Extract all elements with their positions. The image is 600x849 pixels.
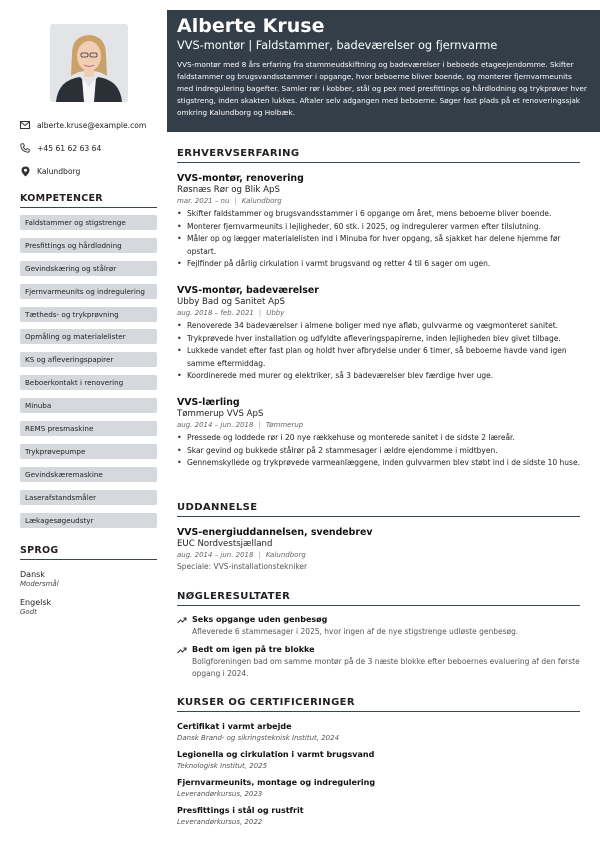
profile-photo-image [50,24,128,102]
trend-up-icon [177,615,187,625]
education-specialty: Speciale: VVS-installationstekniker [177,562,308,571]
phone-icon [20,143,30,153]
job-dates: aug. 2018 – feb. 2021 [177,309,254,317]
skill-chip: Opmåling og materialelister [20,329,157,344]
job-location: Ubby [266,309,285,317]
skill-chip: Gevindskæring og stålrør [20,261,157,276]
results-heading: NØGLERESULTATER [177,591,580,606]
education-location: Kalundborg [265,551,306,559]
job-bullet: • Trykprøvede hver installation og udfyldte afleveringspapirerne, inden lejligheden blev givet tilbage. [177,333,580,346]
job-dates: aug. 2014 – jun. 2018 [177,421,254,429]
skill-chip: REMS presmaskine [20,421,157,436]
language-item [20,570,157,588]
job-dates: mar. 2021 – nu [177,197,230,205]
language-name: Dansk [20,570,45,579]
candidate-name: Alberte Kruse [177,15,325,37]
job-bullet: • Koordinerede med murer og elektriker, så 3 badeværelser blev færdige hver uge. [177,370,580,383]
skill-chip: Trykprøvepumpe [20,444,157,459]
phone-text: +45 61 62 63 64 [37,143,102,153]
experience-heading: ERHVERVSERFARING [177,148,580,163]
result-title: Bedt om igen på tre blokke [192,645,315,654]
job-bullet: • Renoverede 34 badeværelser i almene boliger med nye afløb, gulvvarme og vægmonteret sanitet. [177,320,580,333]
job-bullet: • Monterer fjernvarmeunits i lejligheder, 60 stk. i 2025, og indregulerer varmen efter tilslutning. [177,221,580,234]
skill-chip: Presfittings og hårdlodning [20,238,157,253]
courses-heading: KURSER OG CERTIFICERINGER [177,697,580,712]
job-title: VVS-montør, badeværelser [177,285,319,296]
header-banner [167,10,600,132]
job-bullet: • Lukkede vandet efter fast plan og holdt hver afbrydelse under 6 timer, så beboerne havde vand igen samme eftermiddag. [177,345,580,370]
contact-location [20,166,160,176]
course-source: Leverandørkursus, 2022 [177,818,263,826]
location-text: Kalundborg [37,166,81,176]
course-source: Teknologisk Institut, 2025 [177,762,268,770]
job-company: Tømmerup VVS ApS [177,409,264,419]
skill-chip: KS og afleveringspapirer [20,352,157,367]
job-location: Kalundborg [241,197,282,205]
job-title: VVS-lærling [177,397,240,408]
course-name: Certifikat i varmt arbejde [177,722,292,731]
job-bullet: • Gennemskyllede og trykprøvede varmeanlæggene, inden gulvvarmen blev støbt ind i de sidste 10 huse. [177,457,580,470]
job-meta: mar. 2021 – nu | Kalundborg [177,197,282,205]
skill-chip: Fjernvarmeunits og indregulering [20,284,157,299]
course-item [177,805,580,828]
course-name: Fjernvarmeunits, montage og indregulering [177,778,376,787]
job-meta: aug. 2018 – feb. 2021 | Ubby [177,309,285,317]
profile-summary: VVS-montør med 8 års erfaring fra stammeudskiftning og badeværelser i beboede etageejendomme. Skifter faldstammer og brugsvandsstammer i opgange, hvor beboerne bliver boende, og monterer fjernvarmeunits med indregulering bagefter. Samler rør i kobber, stål og pex med presfittings og hårdlodning og trykprøver hver stigstreng, inden skakten lukkes. Aftaler selv adgangen med beboerne. Søger fast plads på et renoveringssjak omkring Kalundborg og Holbæk. [177,60,587,117]
skill-chip: Faldstammer og stigstrenge [20,215,157,230]
candidate-role: VVS-montør | Faldstammer, badeværelser og fjernvarme [177,39,498,52]
profile-photo [50,24,128,102]
job-bullet: • Skar gevind og bukkede stålrør på 2 stammesager i ældre ejendomme i midtbyen. [177,445,580,458]
trend-up-icon [177,645,187,655]
result-description: Afleverede 6 stammesager i 2025, hvor ingen af de nye stigstrenge udløste genbesøg. [192,627,519,636]
skill-chip: Laserafstandsmåler [20,490,157,505]
skill-chip: Minuba [20,398,157,413]
course-item [177,777,580,800]
job-bullet: • Pressede og loddede rør i 20 nye rækkehuse og monterede sanitet i de sidste 2 læreår. [177,432,580,445]
result-item [177,614,580,638]
language-level: Godt [20,608,37,616]
result-title: Seks opgange uden genbesøg [192,615,328,624]
sidebar [0,0,166,849]
skills-heading: KOMPETENCER [20,193,157,208]
job-company: Ubby Bad og Sanitet ApS [177,297,285,307]
result-item [177,644,580,680]
education-meta: aug. 2014 – jun. 2018 | Kalundborg [177,551,306,559]
course-source: Leverandørkursus, 2023 [177,790,263,798]
language-level: Modersmål [20,580,59,588]
location-pin-icon [20,166,30,176]
skill-chip: Beboerkontakt i renovering [20,375,157,390]
job-title: VVS-montør, renovering [177,173,304,184]
mail-icon [20,120,30,130]
course-item [177,749,580,772]
job-entry [177,285,580,383]
skill-chip: Tætheds- og trykprøvning [20,307,157,322]
language-item [20,598,157,616]
education-degree: VVS-energiuddannelsen, svendebrev [177,527,373,538]
language-name: Engelsk [20,598,52,607]
course-source: Dansk Brand- og sikringsteknisk Institut, 2024 [177,734,340,742]
job-bullet: • Måler op og lægger materialelisten ind i Minuba for hver opgang, så sjakket har delene hjemme før opstart. [177,233,580,258]
contact-phone[interactable] [20,143,160,153]
course-name: Presfittings i stål og rustfrit [177,806,304,815]
job-bullet: • Fejlfinder på dårlig cirkulation i varmt brugsvand og retter 4 til 6 sager om ugen. [177,258,580,271]
education-school: EUC Nordvestsjælland [177,539,273,549]
job-bullets [177,432,580,470]
education-entry [177,527,580,572]
job-meta: aug. 2014 – jun. 2018 | Tømmerup [177,421,304,429]
course-name: Legionella og cirkulation i varmt brugsvand [177,750,375,759]
job-entry [177,397,580,470]
job-bullets [177,208,580,271]
result-description: Boligforeningen bad om samme montør på de 3 næste blokke efter beboernes evaluering af den første opgang i 2024. [192,657,580,678]
education-dates: aug. 2014 – jun. 2018 [177,551,254,559]
email-text: alberte.kruse@example.com [37,120,147,130]
job-company: Røsnæs Rør og Blik ApS [177,185,280,195]
job-bullet: • Skifter faldstammer og brugsvandsstammer i 6 opgange om året, mens beboerne bliver boende. [177,208,580,221]
course-item [177,721,580,744]
skill-chip: Gevindskæremaskine [20,467,157,482]
job-location: Tømmerup [265,421,304,429]
job-bullets [177,320,580,383]
contact-email[interactable] [20,120,160,130]
skills-list [20,215,157,535]
languages-heading: SPROG [20,545,157,560]
education-heading: UDDANNELSE [177,502,580,517]
job-entry [177,173,580,271]
skill-chip: Lækagesøgeudstyr [20,513,157,528]
